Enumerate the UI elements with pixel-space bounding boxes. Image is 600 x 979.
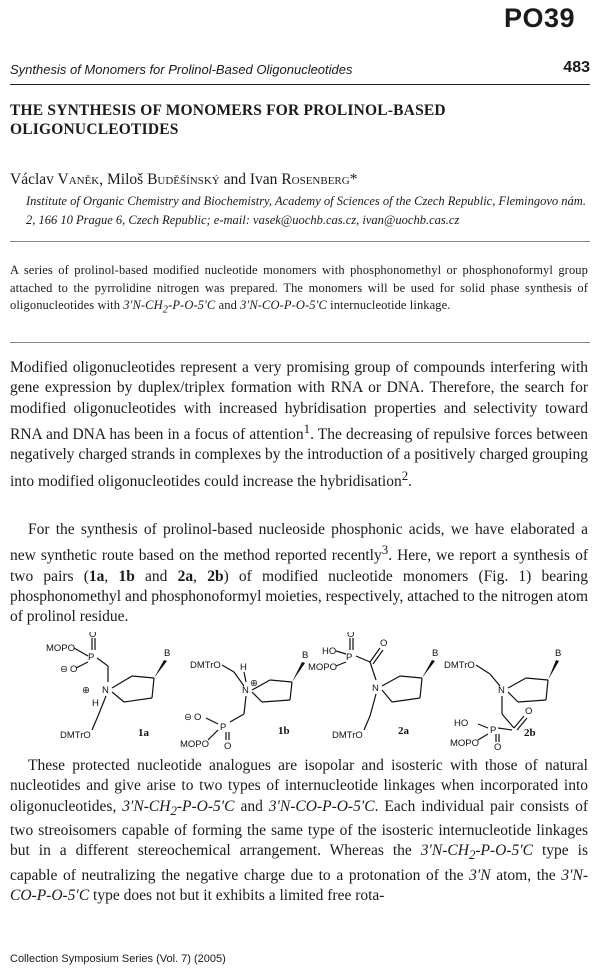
corresponding-mark: * xyxy=(349,171,358,188)
abstract-text: and xyxy=(215,298,241,313)
oxygen-label: O xyxy=(380,638,388,649)
hydroxyl-label: HO xyxy=(322,646,337,657)
structure-1b xyxy=(180,650,308,750)
author-3-last-rest: osenberg xyxy=(291,171,350,188)
mopo-label: MOPO xyxy=(308,662,338,673)
abstract-text: A series of prolinol-based modified nucleotide monomers with phosphonomethyl or phosphonoformyl group attached to the pyrrolidine nitrogen was prepared. The monomers will be used for solid phase synthesis of oligonucleotides with xyxy=(10,263,588,313)
abstract-top-rule xyxy=(10,241,590,242)
base-label: B xyxy=(302,650,309,661)
reference-3: 3 xyxy=(381,542,389,558)
linkage-ch2: $3'N-CH_2-P-O-5'C$ xyxy=(420,842,534,863)
author-2-last-rest: uděšínský xyxy=(157,171,220,188)
oxygen-label: O xyxy=(194,712,202,723)
paragraph-2: For the synthesis of prolinol-based nucleoside phosphonic acids, we have elaborated a new synthetic route based on the method reported recently$^3$. Here, we report a synthesis of two pairs (1a, 1b and 2a, 2b) of modified nucleotide monomers (Fig. 1) bearing phosphonomethyl and phosphonoformyl moieties, respectively, attached to the nitrogen atom of prolinol residue. xyxy=(10,521,589,626)
structure-2a xyxy=(308,632,438,741)
compound-2b: 2b xyxy=(207,567,224,585)
phosphorus-label: P xyxy=(490,725,497,736)
abstract-text: internucleotide linkage. xyxy=(326,298,451,313)
plus-charge: ⊕ xyxy=(250,678,258,689)
abstract xyxy=(10,262,588,319)
oxygen-anion-label: ⊖ xyxy=(184,712,192,723)
reference-2: 2 xyxy=(401,467,409,483)
author-1-last-rest: aněk xyxy=(68,171,100,188)
oxygen-label: O xyxy=(347,632,355,640)
paragraph-3: These protected nucleotide analogues are isopolar and isosteric with those of natural nucleotides and give arise to two types of internucleotide linkages when incorporated into oligonucleotides, $3'N-CH_2-P-O-5'C$ and 3′N-CO-P-O-5′C. Each individual pair consists of two streoisomers capable of forming the same type of the isosteric internucleotide linkages but in a different stereochemical arrangement. Whereas the $3'N-CH_2-P-O-5'C$ type is capable of neutralizing the negative charge due to a protonation of the 3′N atom, the 3′N-CO-P-O-5′C type does not but it exhibits a limited free rota- xyxy=(10,757,588,904)
mopo-label: MOPO xyxy=(450,738,480,749)
base-label: B xyxy=(432,648,439,659)
compound-2a: 2a xyxy=(177,567,194,585)
compound-label-2a: 2a xyxy=(398,725,409,737)
author-3-last-initial: R xyxy=(281,171,292,188)
hydrogen-label: H xyxy=(92,698,99,709)
author-1-last-initial: V xyxy=(57,171,69,188)
linkage-co: 3′N-CO-P-O-5′C xyxy=(240,298,327,313)
chemical-structures xyxy=(40,632,580,750)
author-2-last-initial: B xyxy=(147,171,158,188)
linkage-ch2: $3'N-CH_2-P-O-5'C$ xyxy=(123,298,216,316)
header-rule xyxy=(10,84,590,85)
oxygen-label: O xyxy=(525,706,533,717)
nitrogen-label: N xyxy=(498,685,505,696)
compound-1b: 1b xyxy=(118,567,135,585)
oxygen-label: O xyxy=(89,632,97,640)
phosphorus-label: P xyxy=(88,652,95,663)
oxygen-anion-label: ⊖ xyxy=(60,664,68,675)
oxygen-label: O xyxy=(224,741,232,750)
dmtro-label: DMTrO xyxy=(332,730,363,741)
linkage-co: 3′N-CO-P-O-5′C xyxy=(268,797,375,815)
nitrogen-3n: 3′N xyxy=(469,866,491,884)
plus-charge: ⊕ xyxy=(82,685,90,696)
dmtro-label: DMTrO xyxy=(190,660,221,671)
phosphorus-label: P xyxy=(346,652,353,663)
author-2-first: Miloš xyxy=(107,171,148,188)
author-separator: and xyxy=(219,171,250,188)
affiliation: Institute of Organic Chemistry and Biochemistry, Academy of Sciences of the Czech Republic, Flemingovo nám. 2, 166 10 Prague 6, Czech Republic; e-mail: vasek@uochb.cas.cz, ivan@uochb.cas.cz xyxy=(26,194,586,227)
compound-label-2b: 2b xyxy=(524,727,536,739)
compound-label-1a: 1a xyxy=(138,727,149,739)
author-separator: , xyxy=(99,171,107,188)
mopo-label: MOPO xyxy=(46,643,76,654)
compound-label-1b: 1b xyxy=(278,725,290,737)
reference-1: 1 xyxy=(303,420,311,436)
figure-1-structures xyxy=(40,632,580,750)
paper-code: PO39 xyxy=(504,3,576,33)
oxygen-label: O xyxy=(70,664,78,675)
nitrogen-label: N xyxy=(242,685,249,696)
dmtro-label: DMTrO xyxy=(444,660,475,671)
paragraph-1: Modified oligonucleotides represent a very promising group of compounds interfering with gene expression by duplex/triplex formation with RNA or DNA. Therefore, the search for modified oligonucleotides with increased hybridisation properties and selectivity toward RNA and DNA has been in a focus of attention$^1$. The decreasing of repulsive forces between negatively charged strands in complexes by the introduction of a positively charged grouping into modified oligonucleotides could increase the hybridisation$^2$. xyxy=(10,359,588,490)
nitrogen-label: N xyxy=(102,685,109,696)
dmtro-label: DMTrO xyxy=(60,730,91,741)
running-title: Synthesis of Monomers for Prolinol-Based Oligonucleotides xyxy=(10,62,353,77)
structure-1a xyxy=(46,632,170,741)
phosphorus-label: P xyxy=(220,722,227,733)
author-1-first: Václav xyxy=(10,171,58,188)
structure-2b xyxy=(444,648,561,750)
hydrogen-label: H xyxy=(240,662,247,673)
nitrogen-label: N xyxy=(372,683,379,694)
abstract-bottom-rule xyxy=(10,342,590,343)
hydroxyl-label: HO xyxy=(454,718,469,729)
linkage-ch2: $3'N-CH_2-P-O-5'C$ xyxy=(122,797,235,818)
oxygen-label: O xyxy=(494,742,502,750)
article-title: THE SYNTHESIS OF MONOMERS FOR PROLINOL-BASED OLIGONUCLEOTIDES xyxy=(10,102,446,138)
base-label: B xyxy=(555,648,562,659)
author-3-first: Ivan xyxy=(249,171,282,188)
mopo-label: MOPO xyxy=(180,739,210,750)
base-label: B xyxy=(164,648,171,659)
footer-citation: Collection Symposium Series (Vol. 7) (2005) xyxy=(10,953,226,965)
page-number: 483 xyxy=(563,59,590,76)
compound-1a: 1a xyxy=(88,567,105,585)
linkage-co: 3′N-CO-P-O-5′C xyxy=(10,866,588,904)
author-list xyxy=(10,171,357,189)
